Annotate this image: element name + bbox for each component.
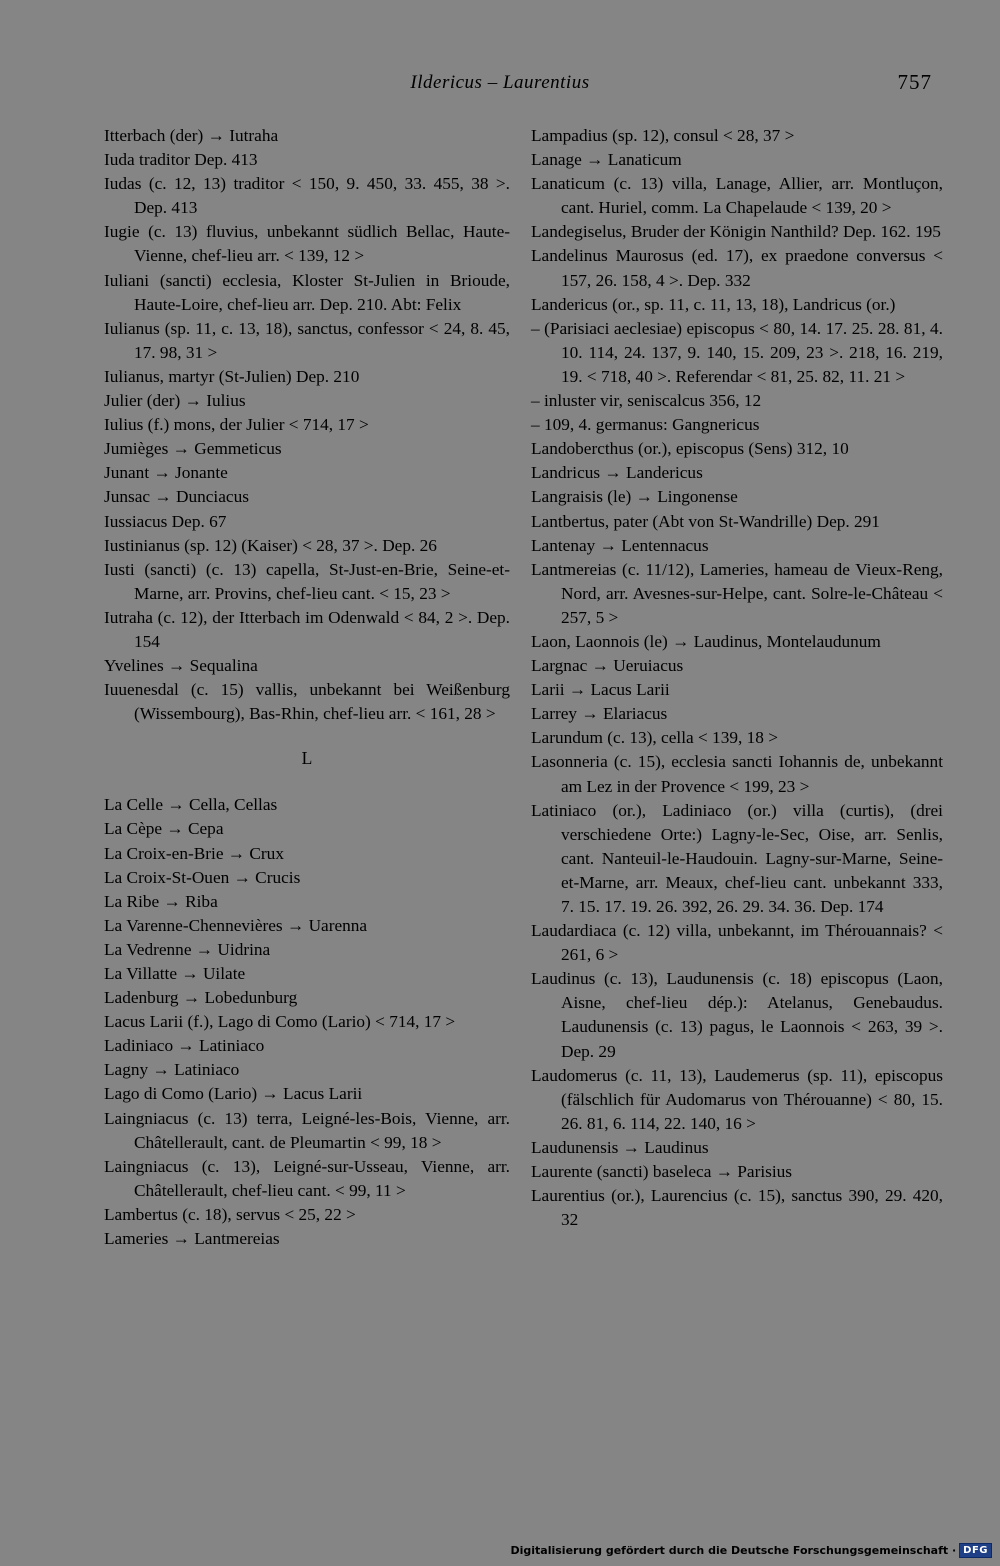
index-entry: Landegiselus, Bruder der Königin Nanthild? Dep. 162. 195: [531, 222, 941, 242]
index-entry: – (Parisiaci aeclesiae) episcopus < 80, 14. 17. 25. 28. 81, 4. 10. 114, 24. 137, 9. 140, 15. 209, 23 >. 218, 16. 219, 19. < 718, 40 >. Referendar < 81, 25. 82, 11. 21 >: [531, 318, 943, 386]
index-entry: Iugie (c. 13) fluvius, unbekannt südlich Bellac, Haute-Vienne, chef-lieu arr. < 139, 12 >: [104, 222, 510, 266]
index-entry: La Croix-St-Ouen → Crucis: [104, 867, 301, 887]
index-entry: La Celle → Cella, Cellas: [104, 795, 278, 815]
funding-note: Digitalisierung gefördert durch die Deutsche Forschungsgemeinschaft ·: [510, 1544, 957, 1557]
index-entry: La Croix-en-Brie → Crux: [104, 843, 284, 863]
index-entry: Laon, Laonnois (le) → Laudinus, Montelaudunum: [531, 631, 881, 651]
index-entry: Iustinianus (sp. 12) (Kaiser) < 28, 37 >. Dep. 26: [104, 535, 437, 555]
index-entry: Junant → Jonante: [104, 463, 228, 483]
index-entry: Julier (der) → Iulius: [104, 391, 246, 411]
index-entry: Landericus (or., sp. 11, c. 11, 13, 18), Landricus (or.): [531, 294, 896, 314]
index-entry: La Ribe → Riba: [104, 891, 218, 911]
index-entry: Jumièges → Gemmeticus: [104, 439, 282, 459]
index-entry: La Varenne-Chennevières → Uarenna: [104, 915, 368, 935]
index-entry: Iussiacus Dep. 67: [104, 511, 227, 531]
section-letter: L: [301, 748, 313, 769]
index-entry: Iuuenesdal (c. 15) vallis, unbekannt bei Weißenburg (Wissembourg), Bas-Rhin, chef-lieu arr. < 161, 28 >: [104, 680, 510, 724]
index-entry: Langraisis (le) → Lingonense: [531, 487, 738, 507]
index-entry: Iutraha (c. 12), der Itterbach im Odenwald < 84, 2 >. Dep. 154: [104, 607, 510, 651]
index-entry: Lameries → Lantmereias: [104, 1229, 280, 1249]
index-entry: Iuliani (sancti) ecclesia, Kloster St-Julien in Brioude, Haute-Loire, chef-lieu arr. Dep. 210. Abt: Felix: [104, 270, 510, 314]
index-entry: Iulianus, martyr (St-Julien) Dep. 210: [104, 366, 360, 386]
right-column: [531, 124, 943, 1232]
index-entry: Lantbertus, pater (Abt von St-Wandrille) Dep. 291: [531, 511, 880, 531]
running-title: Ildericus – Laurentius: [410, 72, 590, 93]
index-entry: La Cèpe → Cepa: [104, 819, 224, 839]
index-entry: Laurente (sancti) baseleca → Parisius: [531, 1162, 793, 1182]
index-entry: Lacus Larii (f.), Lago di Como (Lario) < 714, 17 >: [104, 1012, 456, 1032]
index-entry: Lantenay → Lentennacus: [531, 535, 709, 555]
page-number: 757: [897, 70, 932, 94]
index-entry: Laudinus (c. 13), Laudunensis (c. 18) episcopus (Laon, Aisne, chef-lieu dép.): Atelanus, Genebaudus. Laudunensis (c. 13) pagus, le Laonnois < 263, 39 >. Dep. 29: [531, 969, 943, 1061]
index-entry: Landelinus Maurosus (ed. 17), ex praedone conversus < 157, 26. 158, 4 >. Dep. 332: [531, 246, 943, 290]
index-entry: Ladenburg → Lobedunburg: [104, 988, 298, 1008]
index-entry: – 109, 4. germanus: Gangnericus: [531, 415, 760, 435]
index-entry: Iuda traditor Dep. 413: [104, 150, 258, 170]
index-entry: Lantmereias (c. 11/12), Lameries, hameau de Vieux-Reng, Nord, arr. Avesnes-sur-Helpe, cant. Solre-le-Château < 257, 5 >: [531, 559, 943, 627]
index-entry: Laudardiaca (c. 12) villa, unbekannt, im Thérouannais? < 261, 6 >: [531, 921, 943, 965]
index-entry: Lambertus (c. 18), servus < 25, 22 >: [104, 1204, 356, 1224]
index-entry: Lanaticum (c. 13) villa, Lanage, Allier, arr. Montluçon, cant. Huriel, comm. La Chapelaude < 139, 20 >: [531, 174, 943, 218]
index-entry: Ladiniaco → Latiniaco: [104, 1036, 265, 1056]
index-entry: Laingniacus (c. 13), Leigné-sur-Usseau, Vienne, arr. Châtellerault, chef-lieu cant. < 99, 11 >: [104, 1156, 510, 1200]
index-entry: Lagny → Latiniaco: [104, 1060, 240, 1080]
left-column: [104, 124, 510, 1251]
index-entry: Laurentius (or.), Laurencius (c. 15), sanctus 390, 29. 420, 32: [531, 1186, 943, 1230]
index-entry: La Villatte → Uilate: [104, 964, 246, 983]
dfg-logo: DFG: [959, 1543, 992, 1558]
index-entry: Iudas (c. 12, 13) traditor < 150, 9. 450, 33. 455, 38 >. Dep. 413: [104, 174, 510, 218]
index-entry: Lago di Como (Lario) → Lacus Larii: [104, 1084, 363, 1104]
index-entry: Yvelines → Sequalina: [104, 656, 258, 676]
index-entry: Larrey → Elariacus: [531, 704, 668, 724]
index-entry: Landobercthus (or.), episcopus (Sens) 312, 10: [531, 439, 849, 459]
index-entry: Lanage → Lanaticum: [531, 150, 682, 170]
index-entry: Laudomerus (c. 11, 13), Laudemerus (sp. 11), episcopus (fälschlich für Audomarus von Thérouanne) < 80, 15. 26. 81, 6. 114, 22. 140, 16 >: [531, 1065, 943, 1133]
index-entry: Laingniacus (c. 13) terra, Leigné-les-Bois, Vienne, arr. Châtellerault, cant. de Pleumartin < 99, 18 >: [104, 1108, 510, 1152]
index-entry: Latiniaco (or.), Ladiniaco (or.) villa (curtis), (drei verschiedene Orte:) Lagny-le-Sec, Oise, arr. Senlis, cant. Nanteuil-le-Haudouin. Lagny-sur-Marne, Seine-et-Marne, arr. Meaux, chef-lieu cant. unbekannt 333, 7. 15. 17. 19. 26. 392, 26. 29. 34. 36. Dep. 174: [531, 800, 943, 916]
index-entry: Largnac → Ueruiacus: [531, 656, 684, 676]
index-entry: Larundum (c. 13), cella < 139, 18 >: [531, 728, 778, 748]
index-entry: Lasonneria (c. 15), ecclesia sancti Iohannis de, unbekannt am Lez in der Provence < 199, 23 >: [531, 752, 943, 796]
index-entry: Laudunensis → Laudinus: [531, 1137, 709, 1157]
index-entry: Iulianus (sp. 11, c. 13, 18), sanctus, confessor < 24, 8. 45, 17. 98, 31 >: [104, 318, 510, 362]
index-entry: Landricus → Landericus: [531, 463, 703, 483]
index-entry: La Vedrenne → Uidrina: [104, 939, 271, 959]
index-entry: – inluster vir, seniscalcus 356, 12: [531, 391, 762, 411]
index-entry: Itterbach (der) → Iutraha: [104, 126, 279, 145]
footer-credit: [510, 1543, 992, 1558]
index-entry: Lampadius (sp. 12), consul < 28, 37 >: [531, 126, 795, 145]
index-entry: Iulius (f.) mons, der Julier < 714, 17 >: [104, 415, 369, 435]
index-entry: Larii → Lacus Larii: [531, 680, 670, 700]
index-entry: Iusti (sancti) (c. 13) capella, St-Just-en-Brie, Seine-et-Marne, arr. Provins, chef-lieu cant. < 15, 23 >: [104, 559, 510, 603]
index-entry: Junsac → Dunciacus: [104, 487, 249, 507]
